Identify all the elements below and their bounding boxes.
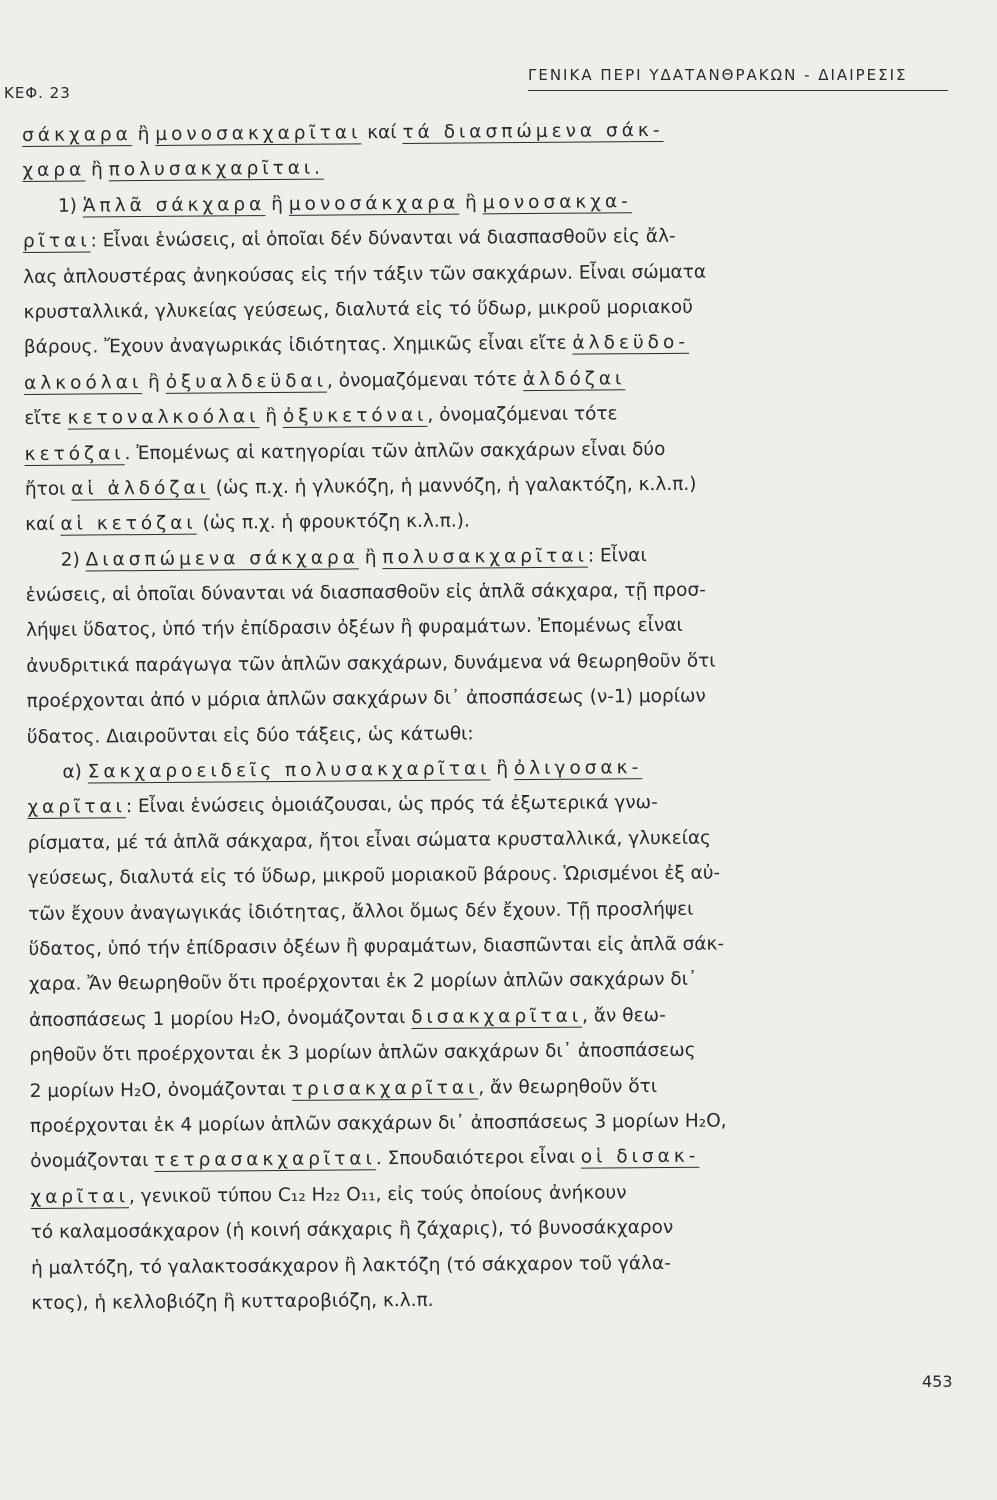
underlined-term: τά διασπώμενα σάκ- — [402, 119, 664, 144]
running-header-title: ΓΕΝΙΚΑ ΠΕΡΙ ΥΔΑΤΑΝΘΡΑΚΩΝ - ΔΙΑΙΡΕΣΙΣ — [528, 66, 948, 91]
text-segment: ἢ — [459, 192, 483, 214]
text-segment: . Σπουδαιότεροι εἶναι — [375, 1146, 581, 1170]
text-segment: : Εἶναι — [587, 544, 647, 567]
underlined-term: αλκοόλαι — [24, 371, 143, 394]
underlined-term: μονοσάκχαρα — [288, 192, 460, 215]
text-segment: λήψει ὕδατος, ὑπό τήν ἐπίδρασιν ὀξέων ἢ φυραμάτων. Ἐπομένως εἶναι — [25, 615, 683, 642]
text-segment: λας ἁπλουστέρας ἀνηκούσας εἰς τήν τάξιν τῶν σακχάρων. Εἶναι σώματα — [23, 261, 707, 288]
text-segment: τῶν ἔχουν ἀναγωγικάς ἰδιότητας, ἄλλοι ὅμως δέν ἔχουν. Τῇ προσλήψει — [28, 898, 694, 925]
text-segment: ἢ — [265, 193, 289, 215]
text-segment: ὀνομάζονται — [30, 1150, 155, 1173]
text-segment: ἑνώσεις, αἱ ὁποῖαι δύνανται νά διασπασθοῦν εἰς ἁπλᾶ σάκχαρα, τῇ προσ- — [25, 579, 706, 607]
text-segment: : Εἶναι ἑνώσεις ὁμοιάζουσαι, ὡς πρός τά ἐξωτερικά γνω- — [125, 792, 658, 818]
underlined-term: κετόζαι — [24, 442, 125, 465]
underlined-term: χαρα — [22, 159, 86, 182]
underlined-term: τρισακχαρῖται — [291, 1076, 479, 1100]
underlined-term: πολυσακχαρῖται. — [108, 158, 325, 181]
text-segment: 2 μορίων H₂O, ὀνομάζονται — [29, 1078, 292, 1102]
text-segment: (ὡς π.χ. ἡ γλυκόζη, ἡ μαννόζη, ἡ γαλακτόζη, κ.λ.π.) — [209, 473, 697, 499]
text-segment: ρηθοῦν ὅτι προέρχονται ἐκ 3 μορίων ἁπλῶν σακχάρων δι᾽ ἀποσπάσεως — [29, 1039, 696, 1067]
text-segment: , ἄν θεω- — [581, 1004, 666, 1027]
underlined-term: ἀλδεϋδο- — [572, 332, 690, 355]
text-segment: κτος), ἡ κελλοβιόζη ἢ κυτταροβιόζη, κ.λ.π. — [31, 1289, 434, 1314]
text-line — [31, 1278, 981, 1321]
underlined-term: τετρασακχαρῖται — [154, 1148, 376, 1172]
text-segment: , γενικοῦ τύπου C₁₂ H₂₂ O₁₁, εἰς τούς ὁποίους ἀνήκουν — [128, 1182, 627, 1207]
underlined-term: Σακχαροειδεῖς πολυσακχαρῖται — [87, 758, 491, 783]
text-segment: ὕδατος, ὑπό τήν ἐπίδρασιν ὀξέων ἢ φυραμάτων, διασπῶνται εἰς ἁπλᾶ σάκ- — [28, 933, 725, 960]
underlined-term: χαρῖται — [27, 796, 126, 819]
underlined-term: χαρῖται — [30, 1185, 130, 1208]
underlined-term: ὀξυκετόναι — [282, 404, 428, 428]
body-text — [22, 111, 981, 1322]
chapter-number: ΚΕΦ. 23 — [4, 84, 71, 102]
underlined-term: αἱ κετόζαι — [60, 512, 197, 536]
text-segment: ἢ — [85, 159, 109, 181]
text-segment: καί — [25, 514, 61, 536]
underlined-term: πολυσακχαρῖται — [382, 545, 588, 568]
underlined-term: δισακχαρῖται — [411, 1005, 583, 1028]
text-segment: ἀποσπάσεως 1 μορίου H₂O, ὀνομάζονται — [29, 1006, 412, 1031]
text-segment: ἢ — [490, 758, 515, 780]
underlined-term: Ἁπλᾶ σάκχαρα — [82, 193, 266, 217]
text-segment: , ὀνομαζόμεναι τότε — [326, 368, 524, 392]
text-segment: βάρους. Ἔχουν ἀναγωρικάς ἰδιότητας. Χημικῶς εἶναι εἴτε — [23, 333, 573, 359]
text-segment: . Ἐπομένως αἱ κατηγορίαι τῶν ἁπλῶν σακχάρων εἶναι δύο — [124, 438, 666, 464]
text-segment: α) — [27, 761, 88, 784]
text-segment: εἴτε — [24, 407, 68, 430]
text-segment: τό καλαμοσάκχαρον (ἡ κοινή σάκχαρις ἢ ζάχαρις), τό βυνοσάκχαρον — [30, 1217, 674, 1244]
text-segment: κρυσταλλικά, γλυκείας γεύσεως, διαλυτά εἰς τό ὕδωρ, μικροῦ μοριακοῦ — [23, 296, 693, 323]
text-segment: προέρχονται ἐκ 4 μορίων ἁπλῶν σακχάρων δι᾽ ἀποσπάσεως 3 μορίων H₂O, — [29, 1110, 727, 1137]
text-segment: ἢ — [131, 123, 156, 146]
text-segment: ἢ — [358, 546, 383, 569]
text-segment: καί — [361, 122, 403, 144]
text-segment: 2) — [25, 549, 86, 571]
underlined-term: αἱ ἀλδόζαι — [71, 477, 210, 500]
text-segment: (ὡς π.χ. ἡ φρουκτόζη κ.λ.π.). — [196, 510, 470, 534]
text-segment: 1) — [22, 195, 83, 217]
underlined-term: κετοναλκοόλαι — [67, 406, 260, 429]
text-segment: ὕδατος. Διαιροῦνται εἰς δύο τάξεις, ὡς κάτωθι: — [26, 723, 474, 748]
underlined-term: σάκχαρα — [22, 124, 132, 146]
text-segment: χαρα. Ἄν θεωρηθοῦν ὅτι προέρχονται ἐκ 2 μορίων ἁπλῶν σακχάρων δι᾽ — [28, 969, 698, 996]
text-segment: ρίσματα, μέ τά ἁπλᾶ σάκχαρα, ἤτοι εἶναι σώματα κρυσταλλικά, γλυκείας — [27, 827, 712, 854]
text-segment: ἢ — [142, 371, 166, 393]
text-segment: γεύσεως, διαλυτά εἰς τό ὕδωρ, μικροῦ μοριακοῦ βάρους. Ὡρισμένοι ἐξ αὐ- — [27, 862, 721, 890]
text-segment: , ὀνομαζόμεναι τότε — [427, 403, 618, 426]
text-segment: ἡ μαλτόζη, τό γαλακτοσάκχαρον ἢ λακτόζη (τό σάκχαρον τοῦ γάλα- — [30, 1252, 671, 1279]
text-segment: , ἄν θεωρηθοῦν ὅτι — [478, 1075, 658, 1098]
underlined-term: Διασπώμενα σάκχαρα — [85, 547, 359, 571]
page-number: 453 — [922, 1372, 953, 1391]
underlined-term: ὀλιγοσακ- — [513, 757, 643, 780]
text-segment: ἢ — [259, 406, 283, 428]
text-segment: : Εἶναι ἑνώσεις, αἱ ὁποῖαι δέν δύνανται νά διασπασθοῦν εἰς ἄλ- — [90, 226, 676, 252]
underlined-term: ρῖται — [22, 230, 91, 253]
underlined-term: μονοσακχαρῖται — [155, 122, 362, 145]
text-segment: ἤτοι — [24, 478, 72, 500]
text-segment: προέρχονται ἀπό ν μόρια ἁπλῶν σακχάρων δι᾽ ἀποσπάσεως (ν-1) μορίων — [26, 685, 706, 713]
text-segment: ἀνυδριτικά παράγωγα τῶν ἁπλῶν σακχάρων, δυνάμενα νά θεωρηθοῦν ὅτι — [26, 650, 716, 677]
underlined-term: ὀξυαλδεϋδαι — [165, 370, 328, 393]
underlined-term: μονοσακχα- — [482, 190, 632, 214]
underlined-term: οἱ δισακ- — [580, 1146, 700, 1168]
underlined-term: ἀλδόζαι — [522, 368, 626, 390]
